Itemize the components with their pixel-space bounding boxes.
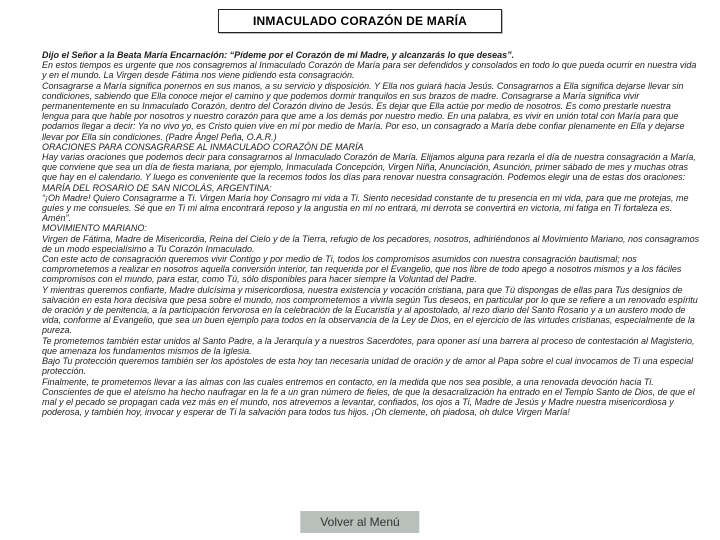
para-movimiento-consagracion: Virgen de Fátima, Madre de Misericordia, Reina del Cielo y de la Tierra, refugio de los pecadores, nosotros, adhiriéndonos al Movimiento Mariano, nos consagramos de un modo especialísimo a Tu Corazón Inmaculado. xyxy=(42,233,700,254)
intro-quote: Dijo el Señor a la Beata María Encarnación: “Pídeme por el Corazón de mi Madre, y alcanzarás lo que deseas”. xyxy=(42,50,515,60)
para-oracion-san-nicolas: “¡Oh Madre! Quiero Consagrarme a Ti. Virgen María hoy Consagro mi vida a Ti. Siento necesidad constante de tu presencia en mi vida, para que me protejas, me guíes y me consueles. Sé que en Ti mi alma encontrará reposo y la angustia en mí no entrará, mi derrota se convertirá en victoria, mi fatiga en Ti fortaleza es. Amén”. xyxy=(42,192,689,224)
heading-oraciones: ORACIONES PARA CONSAGRARSE AL INMACULADO CORAZÓN DE MARÍA xyxy=(42,141,364,152)
slide-body xyxy=(42,50,700,417)
title-box xyxy=(218,9,502,33)
para-movimiento-compromiso-4: Bajo Tu protección queremos también ser los apóstoles de esta hoy tan necesaria unidad de oración y de amor al Papa sobre el cual invocamos de Ti una especial protección. xyxy=(42,356,694,377)
volver-al-menu-button[interactable]: Volver al Menú xyxy=(300,511,419,533)
para-significado-consagrarse: Consagrarse a María significa ponernos en sus manos, a su servicio y disposición. Y Ella nos guiará hacia Jesús. Consagrarnos a Ella significa dejarse llevar sin condiciones, sabiendo que Ella conoce mejor el camino y que podemos dormir tranquilos en sus brazos de madre. Consagrarse a María significa vivir permanentemente en su Inmaculado Corazón, dentro del Corazón divino de Jesús. Es dejar que Ella actúe por medio de nosotros. Es como prestarle nuestra lengua para que hable por nosotros y nuestro corazón para que ame a los demás por nuestro medio. En una palabra, es vivir en unión total con María para que podamos llegar a decir: Ya no vivo yo, es Cristo quien vive en mí por medio de María. Por eso, un consagrado a María debe confiar plenamente en Ella y dejarse llevar por Ella sin condiciones. (Padre Ángel Peña, O.A.R.) xyxy=(42,80,685,142)
para-urgencia-consagracion: En estos tiempos es urgente que nos consagremos al Inmaculado Corazón de María para ser defendidos y consolados en todo lo que pueda ocurrir en nuestra vida y en el mundo. La Virgen desde Fátima nos viene pidiendo esta consagración. xyxy=(42,60,697,81)
page-title: INMACULADO CORAZÓN DE MARÍA xyxy=(252,14,468,28)
para-movimiento-compromiso-1: Con este acto de consagración queremos vivir Contigo y por medio de Ti, todos los compromisos asumidos con nuestra consagración bautismal; nos comprometemos a realizar en nosotros aquella conversión interior, tan requerida por el Evangelio, que nos libre de todo apego a nosotros mismos y a los fáciles compromisos con el mundo, para estar, como Tú, sólo disponibles para hacer siempre la Voluntad del Padre. xyxy=(42,254,682,285)
para-movimiento-compromiso-2: Y mientras queremos confiarte, Madre dulcísima y misericordiosa, nuestra existencia y vocación cristiana, para que Tú dispongas de ellas para Tus designios de salvación en esta hora decisiva que pesa sobre el mundo, nos comprometemos a vivirla según Tus deseos, en particular por lo que se refiere a un renovado espíritu de oración y de penitencia, a la participación fervorosa en la celebración de la Eucaristía y al apostolado, al rezo diario del Santo Rosario y a un austero modo de vida, conforme al Evangelio, que sea un buen ejemplo para todos en la observancia de la Ley de Dios, en el ejercicio de las virtudes cristianas, especialmente de la pureza. xyxy=(42,284,698,336)
heading-maria-del-rosario: MARÍA DEL ROSARIO DE SAN NICOLÁS, ARGENTINA: xyxy=(42,182,272,193)
para-oraciones-intro: Hay varias oraciones que podemos decir para consagrarnos al Inmaculado Corazón de María. Elijamos alguna para rezarla el día de nuestra consagración a María, que conviene que sea un día de fiesta mariana, por ejemplo, Inmaculada Concepción, Virgen Niña, Anunciación, Asunción, primer sábado de mes y muchas otras que hay en el calendario. Y luego es conveniente que la recemos todos los días para renovar nuestra consagración. Podemos elegir una de estas dos oraciones: xyxy=(42,152,696,183)
heading-movimiento-mariano: MOVIMIENTO MARIANO: xyxy=(42,223,147,234)
para-movimiento-compromiso-3: Te prometemos también estar unidos al Santo Padre, a la Jerarquía y a nuestros Sacerdotes, para oponer así una barrera al proceso de contestación al Magisterio, que amenaza los fundamentos mismos de la Iglesia. xyxy=(42,335,695,356)
para-movimiento-cierre: Conscientes de que el ateísmo ha hecho naufragar en la fe a un gran número de fieles, de que la desacralización ha entrado en el Templo Santo de Dios, de que el mal y el pecado se propagan cada vez más en el mundo, nos atrevemos a levantar, confiados, los ojos a Ti, Madre de Jesús y Madre nuestra misericordiosa y poderosa, y también hoy, invocar y esperar de Ti la salvación para todos tus hijos. ¡Oh clemente, oh piadosa, oh dulce Virgen María! xyxy=(42,386,695,418)
para-movimiento-compromiso-5: Finalmente, te prometemos llevar a las almas con las cuales entremos en contacto, en la medida que nos sea posible, a una renovada devoción hacia Ti. xyxy=(42,376,654,387)
